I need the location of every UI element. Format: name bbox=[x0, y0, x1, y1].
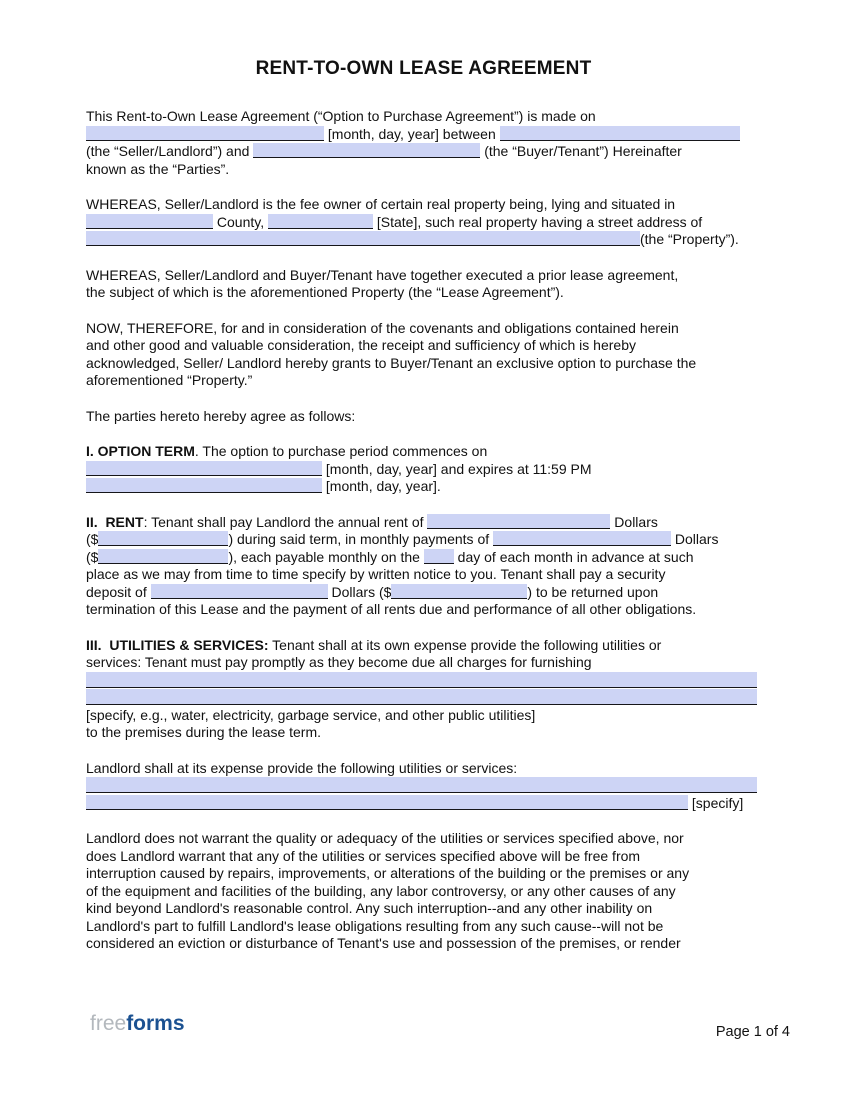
text-line bbox=[86, 883, 757, 901]
body-text: Landlord shall at its expense provide the following utilities or services: bbox=[86, 759, 518, 776]
blank-agreement-date[interactable] bbox=[86, 126, 324, 141]
text-line bbox=[86, 707, 757, 725]
body-text: known as the “Parties”. bbox=[86, 160, 230, 177]
body-text: and other good and valuable consideration, the receipt and sufficiency of which is hereby bbox=[86, 337, 636, 353]
logo-text-forms: forms bbox=[126, 1012, 185, 1035]
body-text: interruption caused by repairs, improvements, or alterations of the building or the premises or any bbox=[86, 865, 690, 881]
landlord-utilities bbox=[86, 760, 757, 813]
text-line bbox=[86, 478, 757, 496]
body-text: ($ bbox=[86, 531, 99, 547]
body-text: [month, day, year] between bbox=[324, 125, 500, 142]
text-line bbox=[86, 196, 757, 214]
body-text: place as we may from time to time specify by written notice to you. Tenant shall pay a security bbox=[86, 566, 666, 582]
body-text: (the “Property”). bbox=[640, 231, 739, 247]
text-line bbox=[86, 461, 757, 479]
body-text: Landlord's part to fulfill Landlord's lease obligations resulting from any such cause--will not be bbox=[86, 917, 664, 934]
blank-option-start-date[interactable] bbox=[86, 461, 322, 476]
text-line bbox=[86, 900, 757, 918]
text-line bbox=[86, 372, 757, 390]
text-line bbox=[86, 514, 757, 532]
text-line bbox=[86, 549, 757, 567]
body-text: County, bbox=[213, 213, 268, 230]
body-text: ), each payable monthly on the bbox=[228, 548, 424, 565]
blank-monthly-rent-amount[interactable] bbox=[98, 549, 228, 564]
text-line bbox=[86, 337, 757, 355]
text-line bbox=[86, 355, 757, 373]
body-text: deposit of bbox=[86, 583, 151, 600]
text-line bbox=[86, 760, 757, 778]
body-text: This Rent-to-Own Lease Agreement (“Option to Purchase Agreement”) is made on bbox=[86, 108, 596, 124]
body-text: acknowledged, Seller/ Landlord hereby grants to Buyer/Tenant an exclusive option to purchase the bbox=[86, 354, 697, 371]
property-recital bbox=[86, 196, 757, 249]
blank-county[interactable] bbox=[86, 214, 213, 229]
agreement-lead-in bbox=[86, 408, 757, 426]
blank-buyer-tenant-name[interactable] bbox=[253, 143, 480, 158]
blank-annual-rent-words[interactable] bbox=[427, 514, 610, 529]
blank-security-deposit-amount[interactable] bbox=[391, 584, 527, 599]
body-text: WHEREAS, Seller/Landlord is the fee owner of certain real property being, lying and situated in bbox=[86, 196, 676, 212]
text-line bbox=[86, 672, 757, 690]
text-line bbox=[86, 654, 757, 672]
body-text: : Tenant shall pay Landlord the annual rent of bbox=[143, 513, 428, 530]
intro-clause bbox=[86, 108, 757, 178]
consideration-clause bbox=[86, 320, 757, 390]
blank-street-address[interactable] bbox=[86, 231, 640, 246]
body-text: (the “Buyer/Tenant”) Hereinafter bbox=[480, 143, 682, 159]
text-line bbox=[86, 601, 757, 619]
body-text: Landlord does not warrant the quality or adequacy of the utilities or services specified above, nor bbox=[86, 830, 684, 846]
text-line bbox=[86, 408, 757, 426]
text-line bbox=[86, 231, 757, 249]
body-text: [month, day, year] and expires at 11:59 PM bbox=[322, 460, 592, 477]
section-heading-text: I. OPTION TERM bbox=[86, 443, 195, 459]
text-line bbox=[86, 284, 757, 302]
body-text: . The option to purchase period commences on bbox=[194, 443, 488, 459]
body-text: kind beyond Landlord's reasonable control. Any such interruption--and any other inability on bbox=[86, 900, 653, 916]
prior-lease-recital bbox=[86, 267, 757, 302]
text-line bbox=[86, 637, 757, 655]
text-line bbox=[86, 795, 757, 813]
body-text: [specify, e.g., water, electricity, garbage service, and other public utilities] bbox=[86, 706, 536, 723]
text-line bbox=[86, 320, 757, 338]
blank-tenant-utilities-line-2[interactable] bbox=[86, 689, 757, 705]
text-line bbox=[86, 830, 757, 848]
text-line bbox=[86, 161, 757, 179]
body-text: ($ bbox=[86, 548, 99, 565]
text-line bbox=[86, 108, 757, 126]
blank-seller-landlord-name[interactable] bbox=[500, 126, 740, 141]
text-line bbox=[86, 848, 757, 866]
logo-text-free: free bbox=[90, 1012, 127, 1035]
blank-monthly-rent-words[interactable] bbox=[493, 531, 671, 546]
text-line bbox=[86, 918, 757, 936]
body-text: [month, day, year]. bbox=[322, 478, 441, 494]
body-text: WHEREAS, Seller/Landlord and Buyer/Tenant have together executed a prior lease agreement, bbox=[86, 266, 679, 283]
text-line bbox=[86, 689, 757, 707]
blank-landlord-utilities-line-1[interactable] bbox=[86, 777, 757, 793]
text-line bbox=[86, 566, 757, 584]
body-text: The parties hereto hereby agree as follows: bbox=[86, 407, 356, 424]
blank-payment-day[interactable] bbox=[424, 549, 454, 564]
body-text: (the “Seller/Landlord”) and bbox=[86, 143, 254, 159]
blank-option-end-date[interactable] bbox=[86, 478, 322, 493]
body-text: aforementioned “Property.” bbox=[86, 372, 253, 388]
blank-state[interactable] bbox=[268, 214, 373, 229]
text-line bbox=[86, 143, 757, 161]
blank-security-deposit-words[interactable] bbox=[151, 584, 328, 599]
section-option-term bbox=[86, 443, 757, 496]
text-line bbox=[86, 935, 757, 953]
text-line bbox=[86, 443, 757, 461]
blank-tenant-utilities-line-1[interactable] bbox=[86, 672, 757, 688]
body-text: services: Tenant must pay promptly as they become due all charges for furnishing bbox=[86, 654, 592, 670]
freeforms-logo bbox=[90, 1012, 185, 1036]
text-line bbox=[86, 724, 757, 742]
body-text: Dollars bbox=[671, 531, 719, 547]
body-text: Dollars bbox=[610, 513, 658, 530]
document-title: RENT-TO-OWN LEASE AGREEMENT bbox=[255, 58, 592, 79]
body-text: Dollars ($ bbox=[327, 583, 392, 600]
body-text: [specify] bbox=[688, 794, 744, 811]
text-line bbox=[86, 531, 757, 549]
body-text: day of each month in advance at such bbox=[453, 548, 694, 565]
body-text: termination of this Lease and the payment of all rents due and performance of all other obligations. bbox=[86, 601, 697, 617]
utilities-disclaimer bbox=[86, 830, 757, 953]
text-line bbox=[86, 267, 757, 285]
text-line bbox=[86, 865, 757, 883]
body-text: ) to be returned upon bbox=[527, 583, 659, 600]
body-text: Tenant shall at its own expense provide the following utilities or bbox=[268, 636, 662, 653]
text-line bbox=[86, 777, 757, 795]
body-text: [State], such real property having a street address of bbox=[373, 213, 703, 230]
blank-annual-rent-amount[interactable] bbox=[98, 531, 228, 546]
section-heading-text: III. UTILITIES & SERVICES: bbox=[86, 636, 269, 653]
body-text: NOW, THEREFORE, for and in consideration of the covenants and obligations contained herein bbox=[86, 319, 679, 336]
document-body bbox=[0, 108, 757, 953]
body-text: to the premises during the lease term. bbox=[86, 724, 322, 740]
body-text: ) during said term, in monthly payments of bbox=[228, 531, 494, 547]
text-line bbox=[86, 214, 757, 232]
section-rent bbox=[86, 514, 757, 619]
section-heading-text: II. RENT bbox=[86, 513, 144, 530]
page-number: Page 1 of 4 bbox=[715, 1024, 790, 1040]
text-line bbox=[86, 584, 757, 602]
blank-landlord-utilities-line-2[interactable] bbox=[86, 795, 688, 810]
body-text: considered an eviction or disturbance of Tenant's use and possession of the premises, or render bbox=[86, 935, 681, 951]
section-utilities-services bbox=[86, 637, 757, 742]
body-text: does Landlord warrant that any of the utilities or services specified above will be free from bbox=[86, 847, 641, 864]
text-line bbox=[86, 126, 757, 144]
body-text: of the equipment and facilities of the building, any labor controversy, or any other causes of any bbox=[86, 882, 676, 899]
body-text: the subject of which is the aforementioned Property (the “Lease Agreement”). bbox=[86, 284, 564, 300]
